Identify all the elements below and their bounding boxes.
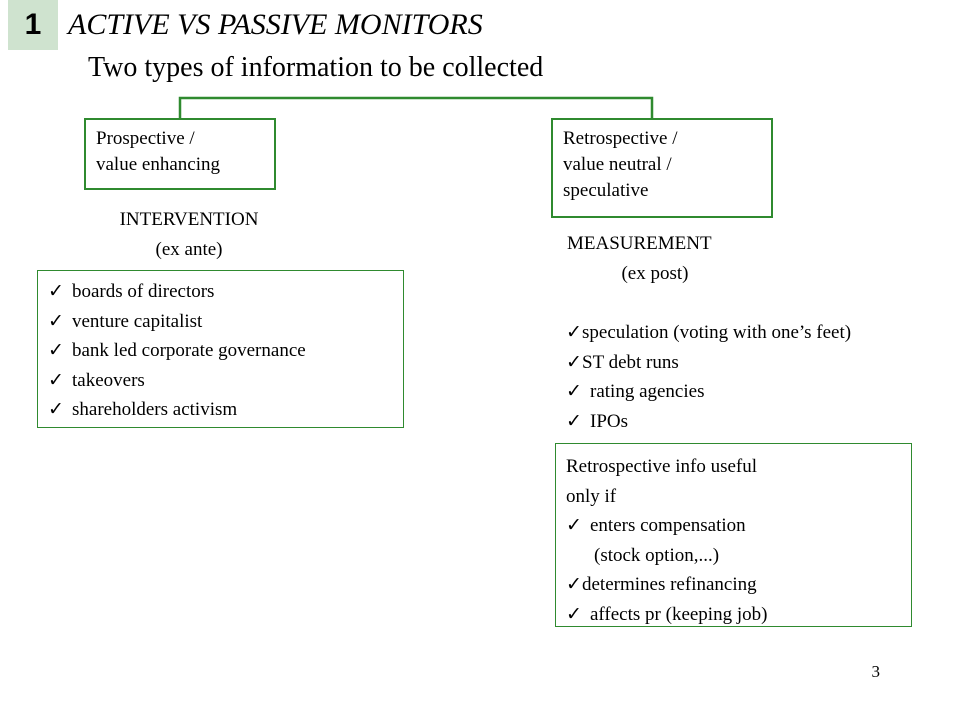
check-icon: ✓ [48, 340, 64, 361]
list-item: ✓ boards of directors [48, 277, 403, 307]
retrospective-box [551, 118, 773, 218]
measurement-list [566, 318, 851, 436]
list-item: ✓ST debt runs [566, 348, 851, 378]
list-item: ✓ shareholders activism [48, 395, 403, 425]
check-icon: ✓ [48, 369, 64, 391]
check-icon: ✓ [566, 515, 582, 536]
check-icon: ✓ [566, 410, 582, 432]
check-icon: ✓ [566, 574, 582, 595]
slide-number-badge: 1 [8, 0, 58, 50]
list-item: ✓determines refinancing [566, 570, 911, 600]
retrospective-line-2: value neutral / [563, 154, 672, 175]
list-item: ✓ IPOs [566, 407, 851, 437]
list-item: ✓ bank led corporate governance [48, 336, 403, 366]
check-icon: ✓ [48, 281, 64, 302]
measurement-label-line-1: MEASUREMENT [567, 233, 712, 254]
list-item: ✓ affects pr (keeping job) [566, 600, 911, 630]
intervention-list [38, 271, 403, 425]
prospective-line-1: Prospective / [96, 128, 195, 149]
list-item: (stock option,...) [594, 544, 720, 566]
intervention-label-line-1: INTERVENTION [119, 209, 259, 230]
retrospective-note [556, 444, 911, 629]
intervention-list-box [37, 270, 404, 428]
check-icon: ✓ [48, 399, 64, 420]
intervention-label-line-2: (ex ante) [155, 239, 223, 260]
check-icon: ✓ [566, 381, 582, 402]
measurement-label-line-2: (ex post) [621, 263, 689, 284]
prospective-line-2: value enhancing [96, 154, 220, 175]
slide-subtitle: Two types of information to be collected [88, 52, 544, 83]
check-icon: ✓ [566, 322, 582, 343]
check-icon: ✓ [566, 603, 582, 625]
prospective-box [84, 118, 276, 190]
retrospective-note-box [555, 443, 912, 627]
intervention-label [90, 205, 288, 265]
measurement-label [555, 229, 755, 289]
retrospective-line-3: speculative [563, 180, 649, 201]
check-icon: ✓ [48, 310, 64, 332]
slide-title: ACTIVE VS PASSIVE MONITORS [68, 8, 483, 41]
retrospective-line-1: Retrospective / [563, 128, 678, 149]
check-icon: ✓ [566, 351, 582, 373]
list-item: ✓ rating agencies [566, 377, 851, 407]
list-item: ✓ enters compensation [566, 511, 911, 541]
list-item: ✓speculation (voting with one’s feet) [566, 318, 851, 348]
note-line-1: Retrospective info useful [566, 456, 758, 477]
list-item: ✓ venture capitalist [48, 307, 403, 337]
page-number: 3 [871, 662, 880, 681]
list-item: ✓ takeovers [48, 366, 403, 396]
note-line-2: only if [566, 485, 617, 507]
